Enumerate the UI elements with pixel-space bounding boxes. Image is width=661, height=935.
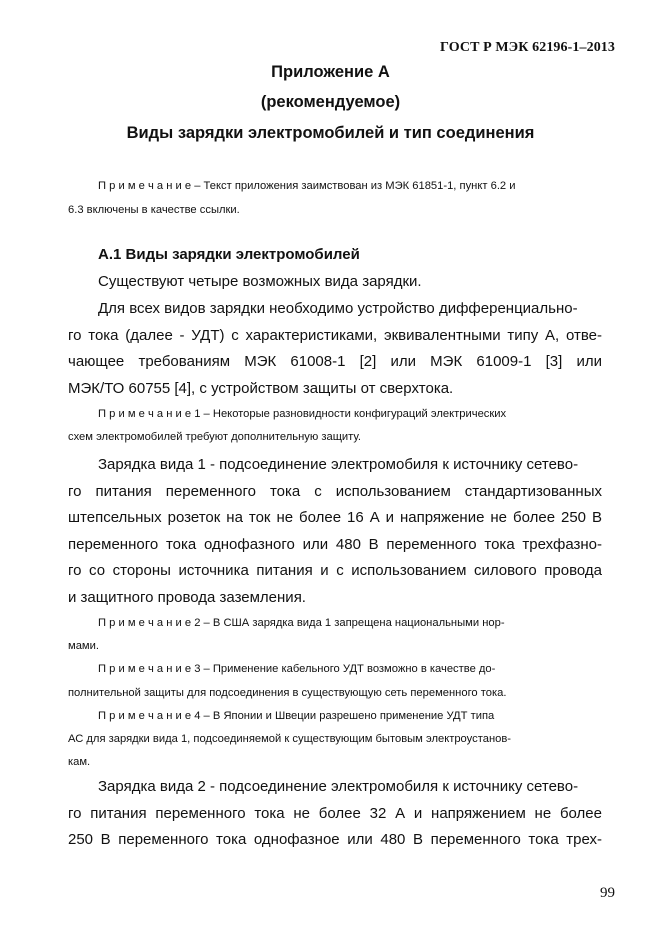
note-line: кам.	[68, 756, 91, 768]
paragraph-line: го питания переменного тока не более 32 А и напряжением не более	[68, 805, 602, 822]
intro-note-line	[98, 180, 602, 192]
note-text: – Некоторые разновидности конфигураций электрических	[200, 408, 507, 420]
note-text: – Текст приложения заимствован из МЭК 61851-1, пункт 6.2 и	[191, 180, 516, 192]
note-line	[98, 663, 602, 675]
paragraph-line: Для всех видов зарядки необходимо устройство дифференциально-	[98, 300, 578, 317]
note-line	[98, 617, 602, 629]
note-line: АС для зарядки вида 1, подсоединяемой к существующим бытовым электроустанов-	[68, 733, 512, 745]
appendix-subject: Виды зарядки электромобилей и тип соединения	[126, 124, 535, 142]
note-text: – В Японии и Швеции разрешено применение УДТ типа	[200, 710, 495, 722]
note-label: П р и м е ч а н и е 1	[98, 408, 201, 420]
paragraph-line: Зарядка вида 1 - подсоединение электромобиля к источнику сетево-	[98, 456, 579, 473]
appendix-status: (рекомендуемое)	[260, 93, 401, 111]
intro-note-line: 6.3 включены в качестве ссылки.	[68, 204, 240, 216]
paragraph-line: и защитного провода заземления.	[68, 589, 306, 606]
standard-designation: ГОСТ Р МЭК 62196-1–2013	[440, 40, 615, 55]
paragraph-line: переменного тока однофазного или 480 В переменного тока трехфазно-	[68, 536, 602, 553]
paragraph-line: Зарядка вида 2 - подсоединение электромобиля к источнику сетево-	[98, 778, 579, 795]
note-text: – В США зарядка вида 1 запрещена национальными нор-	[200, 617, 505, 629]
note-line	[98, 710, 602, 722]
paragraph-line: 250 В переменного тока однофазное или 480 В переменного тока трех-	[68, 831, 602, 848]
note-label: П р и м е ч а н и е 2	[98, 617, 201, 629]
paragraph-line: го со стороны источника питания и с использованием силового провода	[68, 562, 602, 579]
note-line: схем электромобилей требуют дополнительную защиту.	[68, 431, 361, 443]
note-label: П р и м е ч а н и е	[98, 180, 192, 192]
page-number: 99	[600, 885, 615, 901]
note-line: полнительной защиты для подсоединения в существующую сеть переменного тока.	[68, 687, 507, 699]
note-text: – Применение кабельного УДТ возможно в качестве до-	[200, 663, 496, 675]
note-line: мами.	[68, 640, 99, 652]
section-heading: А.1 Виды зарядки электромобилей	[98, 246, 360, 263]
paragraph-line: штепсельных розеток на ток не более 16 А и напряжение не более 250 В	[68, 509, 602, 526]
note-line	[98, 408, 602, 420]
note-label: П р и м е ч а н и е 3	[98, 663, 201, 675]
paragraph-line: го тока (далее - УДТ) с характеристиками, эквивалентными типу А, отве-	[68, 327, 602, 344]
paragraph-line: МЭК/ТО 60755 [4], с устройством защиты от сверхтока.	[68, 380, 454, 397]
appendix-title: Приложение А	[271, 63, 390, 81]
paragraph-line: чающее требованиям МЭК 61008-1 [2] или МЭК 61009-1 [3] или	[68, 353, 602, 370]
paragraph-line: го питания переменного тока с использованием стандартизованных	[68, 483, 602, 500]
note-label: П р и м е ч а н и е 4	[98, 710, 201, 722]
paragraph-line: Существуют четыре возможных вида зарядки.	[98, 273, 422, 290]
